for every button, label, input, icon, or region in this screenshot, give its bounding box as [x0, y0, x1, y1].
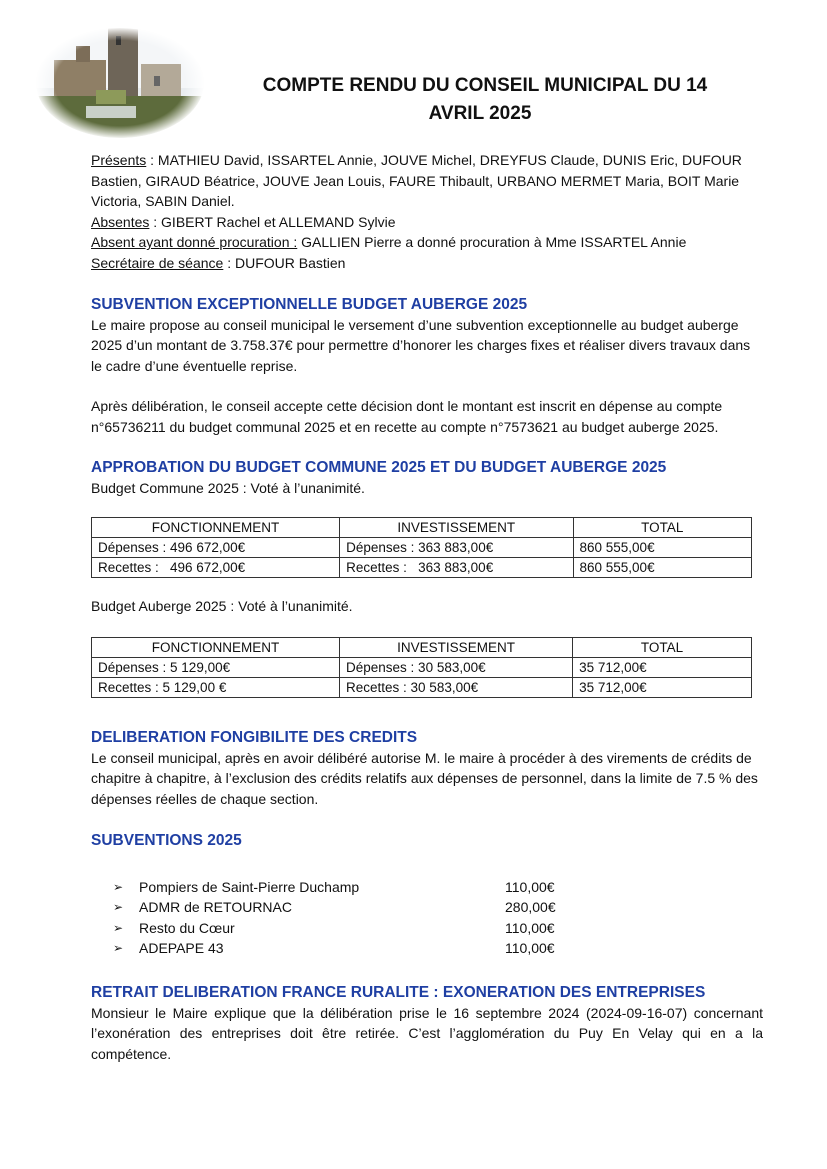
table-row	[92, 657, 752, 677]
section-subvention-exceptionnelle	[91, 295, 763, 438]
table-cell: Dépenses : 5 129,00€	[92, 657, 340, 677]
section-heading: SUBVENTIONS 2025	[91, 831, 242, 849]
table-cell: Dépenses : 496 672,00€	[92, 538, 340, 558]
commune-vote-text: Budget Commune 2025 : Voté à l’unanimité.	[91, 479, 365, 496]
table-cell: Dépenses : 30 583,00€	[340, 657, 573, 677]
section-paragraph: Monsieur le Maire explique que la délibération prise le 16 septembre 2024 (2024-09-16-07) concernant l’exonération des entreprises doit être retirée. C’est l’agglomération du Puy En Velay qui en a la compétence.	[91, 1004, 763, 1062]
absent-text: : GIBERT Rachel et ALLEMAND Sylvie	[149, 213, 396, 230]
arrow-bullet-icon: ➢	[113, 879, 124, 894]
present-text: : MATHIEU David, ISSARTEL Annie, JOUVE Michel, DREYFUS Claude, DUNIS Eric, DUFOUR Bastien, GIRAUD Béatrice, JOUVE Jean Louis, FAURE Thibault, URBANO MERMET Maria, BOIT Marie Victoria, SABIN Daniel.	[91, 152, 742, 210]
budget-auberge-table	[91, 637, 752, 698]
table-header-cell: INVESTISSEMENT	[340, 637, 573, 657]
section-paragraph: Le maire propose au conseil municipal le versement d’une subvention exceptionnelle au budget auberge 2025 d’un montant de 3.758.37€ pour permettre d’honorer les charges fixes et réaliser divers travaux dans le cadre d’une éventuelle reprise.	[91, 316, 751, 374]
table-cell: Recettes : 363 883,00€	[340, 558, 573, 578]
arrow-bullet-icon: ➢	[113, 941, 124, 955]
table-cell: Recettes : 30 583,00€	[340, 677, 573, 697]
table-cell: 35 712,00€	[573, 657, 752, 677]
table-header-cell: FONCTIONNEMENT	[92, 518, 340, 538]
absent-line	[91, 212, 763, 233]
section-fongibilite	[91, 728, 763, 810]
table-header-cell: FONCTIONNEMENT	[92, 637, 340, 657]
document-body	[91, 150, 763, 1064]
list-item	[91, 938, 763, 959]
table-row	[92, 677, 752, 697]
secretary-text: : DUFOUR Bastien	[223, 254, 346, 271]
title-line-1: COMPTE RENDU DU CONSEIL MUNICIPAL DU 14	[262, 75, 708, 96]
subvention-amount: 110,00€	[505, 919, 555, 936]
list-item	[91, 877, 763, 898]
proxy-line	[91, 232, 763, 253]
subvention-name: ADEPAPE 43	[139, 940, 224, 956]
subvention-name: Resto du Cœur	[139, 919, 235, 936]
subventions-list	[91, 877, 763, 959]
secretary-line	[91, 253, 763, 274]
section-paragraph: Après délibération, le conseil accepte cette décision dont le montant est inscrit en dépense au compte n°65736211 du budget communal 2025 et en recette au compte n°7573621 au budget auberge 2025.	[91, 398, 723, 435]
village-logo-image	[36, 28, 204, 138]
table-row	[92, 558, 752, 578]
table-cell: 860 555,00€	[573, 558, 752, 578]
list-item	[91, 897, 763, 918]
church-photo-icon	[36, 28, 204, 138]
absent-label: Absentes	[91, 213, 150, 230]
present-label: Présents	[91, 152, 147, 168]
subvention-amount: 110,00€	[505, 878, 555, 895]
section-retrait	[91, 983, 763, 1065]
section-heading: APPROBATION DU BUDGET COMMUNE 2025 ET DU BUDGET AUBERGE 2025	[91, 458, 667, 476]
table-cell: Recettes : 496 672,00€	[92, 558, 340, 578]
section-subventions	[91, 831, 763, 959]
table-header-cell: TOTAL	[573, 518, 752, 538]
section-paragraph: Le conseil municipal, après en avoir délibéré autorise M. le maire à procéder à des virements de crédits de chapitre à chapitre, à l’exclusion des crédits relatifs aux dépenses de personnel, dans la limite de 7.5 % des dépenses réelles de chaque section.	[91, 749, 758, 807]
section-approbation-budget	[91, 458, 763, 698]
section-heading: SUBVENTION EXCEPTIONNELLE BUDGET AUBERGE 2025	[91, 295, 528, 313]
secretary-label: Secrétaire de séance	[91, 254, 224, 271]
table-header-row	[92, 518, 752, 538]
table-cell: Recettes : 5 129,00 €	[92, 677, 340, 697]
table-header-row	[92, 637, 752, 657]
table-cell: 35 712,00€	[573, 677, 752, 697]
table-cell: 860 555,00€	[573, 538, 752, 558]
section-heading: DELIBERATION FONGIBILITE DES CREDITS	[91, 728, 418, 746]
subvention-amount: 110,00€	[505, 940, 555, 956]
proxy-label: Absent ayant donné procuration :	[91, 234, 298, 251]
section-heading: RETRAIT DELIBERATION FRANCE RURALITE : EXONERATION DES ENTREPRISES	[91, 983, 706, 1001]
title-line-2: AVRIL 2025	[428, 103, 532, 124]
attendance-block	[91, 150, 763, 274]
budget-commune-table	[91, 517, 752, 578]
subvention-amount: 280,00€	[505, 899, 556, 915]
table-cell: Dépenses : 363 883,00€	[340, 538, 573, 558]
page-title	[200, 72, 760, 128]
auberge-vote-text: Budget Auberge 2025 : Voté à l’unanimité.	[91, 598, 353, 615]
table-row	[92, 538, 752, 558]
subvention-name: Pompiers de Saint-Pierre Duchamp	[139, 878, 360, 895]
present-line	[91, 150, 763, 212]
arrow-bullet-icon: ➢	[113, 900, 124, 914]
table-header-cell: TOTAL	[573, 637, 752, 657]
list-item	[91, 918, 763, 939]
proxy-text: GALLIEN Pierre a donné procuration à Mme ISSARTEL Annie	[297, 234, 687, 251]
arrow-bullet-icon: ➢	[113, 920, 124, 935]
table-header-cell: INVESTISSEMENT	[340, 518, 573, 538]
subvention-name: ADMR de RETOURNAC	[139, 899, 292, 915]
